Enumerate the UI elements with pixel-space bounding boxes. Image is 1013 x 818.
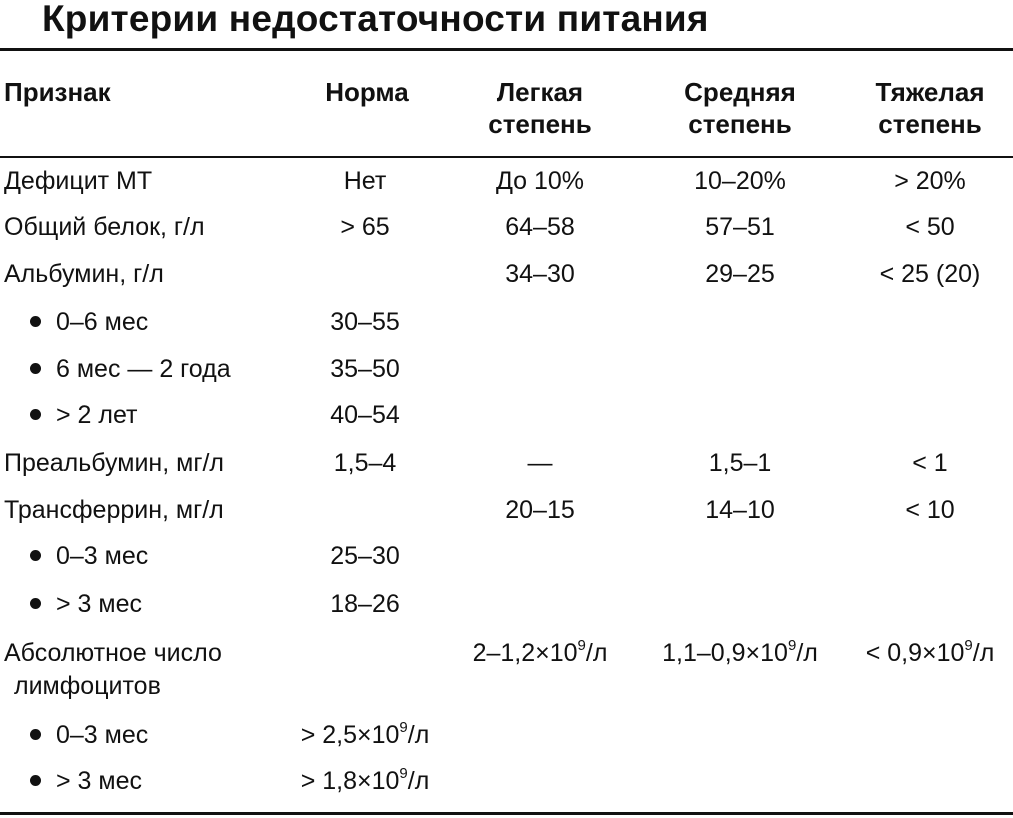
sub-row-label: 0–3 мес — [56, 721, 149, 749]
unit: /л — [796, 639, 818, 667]
bullet-icon — [30, 550, 41, 561]
cell-norm-deficit: Нет — [343, 167, 387, 195]
cell-severe-transferrin: < 10 — [905, 496, 955, 524]
value: > 2,5×10 — [300, 721, 400, 749]
row-label-lymphocytes-line1: Абсолютное число — [4, 639, 222, 667]
header-sign: Признак — [4, 77, 111, 107]
sub-row-albumin-6-2 — [30, 354, 231, 384]
header-moderate-line1: Средняя — [684, 77, 796, 107]
value: 1,1–0,9×10 — [662, 639, 788, 667]
sub-row-albumin-2 — [30, 400, 138, 430]
cell-moderate-transferrin: 14–10 — [705, 496, 775, 524]
unit: /л — [407, 767, 430, 795]
cell-norm-lymphocytes-0-3 — [290, 720, 440, 750]
cell-moderate-protein: 57–51 — [705, 213, 775, 241]
cell-mild-prealbumin: — — [527, 449, 553, 477]
header-mild-line1: Легкая — [496, 77, 584, 107]
row-label-prealbumin: Преальбумин, мг/л — [4, 449, 224, 477]
bullet-icon — [30, 729, 41, 740]
header-mild — [470, 76, 610, 140]
cell-mild-lymphocytes — [455, 638, 625, 668]
header-severe-line2: степень — [878, 109, 982, 139]
bottom-rule — [0, 812, 1013, 815]
page-title: Критерии недостаточности питания — [42, 0, 709, 39]
unit: /л — [585, 639, 608, 667]
cell-severe-deficit: > 20% — [894, 167, 966, 195]
cell-moderate-albumin: 29–25 — [705, 260, 775, 288]
cell-moderate-prealbumin: 1,5–1 — [708, 449, 772, 477]
value: > 1,8×10 — [300, 767, 400, 795]
sub-row-albumin-0-6 — [30, 307, 148, 337]
exponent: 9 — [964, 636, 973, 654]
cell-norm-transferrin-0-3: 25–30 — [330, 542, 400, 570]
cell-moderate-lymphocytes — [645, 638, 835, 668]
cell-severe-protein: < 50 — [905, 213, 955, 241]
header-severe — [860, 76, 1000, 140]
cell-norm-lymphocytes-3 — [290, 766, 440, 796]
bullet-icon — [30, 316, 41, 327]
cell-mild-deficit: До 10% — [495, 167, 585, 195]
cell-mild-protein: 64–58 — [505, 213, 575, 241]
cell-severe-albumin: < 25 (20) — [879, 260, 981, 288]
row-label-albumin: Альбумин, г/л — [4, 260, 164, 288]
exponent: 9 — [399, 764, 408, 782]
bullet-icon — [30, 363, 41, 374]
cell-moderate-deficit: 10–20% — [694, 167, 786, 195]
top-rule — [0, 48, 1013, 51]
header-mild-line2: степень — [488, 109, 592, 139]
row-label-lymphocytes-line2: лимфоцитов — [14, 672, 161, 700]
sub-row-label: 0–3 мес — [56, 542, 149, 570]
exponent: 9 — [399, 718, 408, 736]
sub-row-lymphocytes-0-3 — [30, 720, 148, 750]
header-moderate-line2: степень — [688, 109, 792, 139]
cell-norm-albumin-6-2: 35–50 — [330, 355, 400, 383]
unit: /л — [407, 721, 430, 749]
exponent: 9 — [787, 636, 797, 654]
header-severe-line1: Тяжелая — [875, 77, 985, 107]
bullet-icon — [30, 775, 41, 786]
cell-severe-lymphocytes — [850, 638, 1010, 668]
sub-row-transferrin-3 — [30, 589, 142, 619]
cell-norm-prealbumin: 1,5–4 — [333, 449, 397, 477]
bullet-icon — [30, 409, 41, 420]
sub-row-transferrin-0-3 — [30, 541, 148, 571]
cell-mild-albumin: 34–30 — [505, 260, 575, 288]
cell-norm-protein: > 65 — [340, 213, 390, 241]
value: 2–1,2×10 — [472, 639, 578, 667]
sub-row-label: > 3 мес — [56, 590, 142, 618]
cell-norm-albumin-2: 40–54 — [330, 401, 400, 429]
sub-row-label: 6 мес — 2 года — [56, 355, 231, 383]
cell-norm-transferrin-3: 18–26 — [330, 590, 400, 618]
sub-row-label: > 3 мес — [56, 767, 142, 795]
header-moderate — [660, 76, 820, 140]
exponent: 9 — [577, 636, 586, 654]
row-label-transferrin: Трансферрин, мг/л — [4, 496, 224, 524]
cell-severe-prealbumin: < 1 — [912, 449, 948, 477]
cell-mild-transferrin: 20–15 — [505, 496, 575, 524]
header-rule — [0, 156, 1013, 158]
sub-row-label: > 2 лет — [56, 401, 138, 429]
bullet-icon — [30, 598, 41, 609]
cell-norm-albumin-0-6: 30–55 — [330, 308, 400, 336]
row-label-protein: Общий белок, г/л — [4, 213, 205, 241]
unit: /л — [972, 639, 995, 667]
header-norm: Норма — [325, 77, 409, 107]
value: < 0,9×10 — [865, 639, 965, 667]
row-label-deficit: Дефицит МТ — [4, 167, 153, 195]
sub-row-lymphocytes-3 — [30, 766, 142, 796]
sub-row-label: 0–6 мес — [56, 308, 149, 336]
